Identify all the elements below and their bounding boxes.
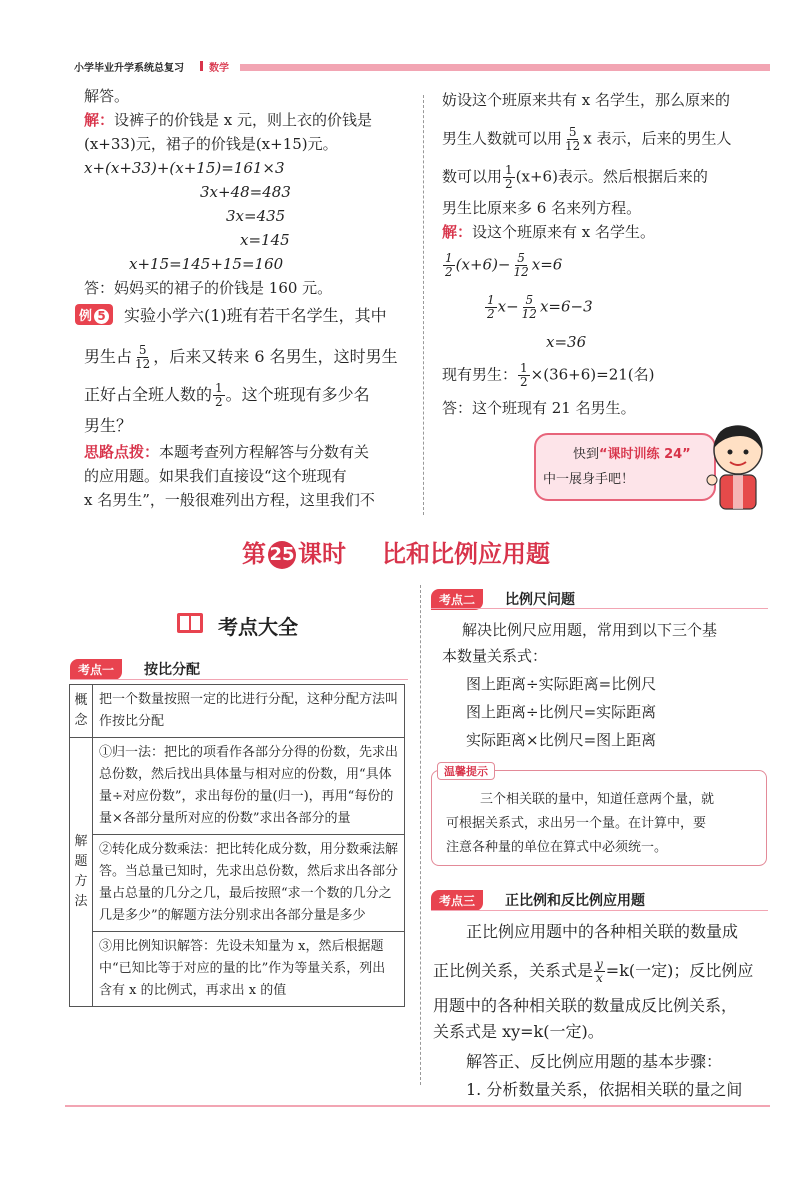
tag-kaodian-2: 考点二 xyxy=(431,589,483,610)
ratio-para-4: 关系式是 xy=k(一定)。 xyxy=(433,1022,604,1041)
row-head-method: 解题方法 xyxy=(70,738,93,1007)
concept-text: 把一个数量按照一定的比进行分配，这种分配方法叫作按比分配 xyxy=(93,685,405,738)
table-row xyxy=(70,835,405,932)
ratio-para-5: 解答正、反比例应用题的基本步骤： xyxy=(466,1052,723,1071)
tip-line-2: 可根据关系式，求出另一个量。在计算中，要 xyxy=(446,816,707,831)
answer-intro: 解答。 xyxy=(84,87,130,105)
right-line-4: 男生比原来多 6 名来列方程。 xyxy=(442,199,642,217)
table-row xyxy=(70,738,405,835)
hint-line-3: x 名男生”，一般很难列出方程，这里我们不 xyxy=(84,491,375,509)
example-badge: 例 5 xyxy=(75,304,113,325)
right-equation-1: $\frac{1}{2}$ (x+6)− $\frac{5}{12}$ x=6 xyxy=(445,251,563,279)
table-row xyxy=(70,932,405,1007)
right-solution: 解：设这个班原来有 x 名学生。 xyxy=(442,223,656,241)
equation-5: x+15=145+15=160 xyxy=(129,255,284,273)
ratio-para-2: 正比例关系，关系式是 $\frac{y}{x}$ =k(一定)；反比例应 xyxy=(433,957,754,985)
practice-link[interactable]: “课时训练 24” xyxy=(599,447,691,462)
tag-2-title: 比例尺问题 xyxy=(505,592,575,608)
practice-bubble xyxy=(534,433,716,501)
right-line-3: 数可以用 $\frac{1}{2}$ (x+6)表示。然后根据后来的 xyxy=(442,163,708,191)
ratio-para-1: 正比例应用题中的各种相关联的数量成 xyxy=(466,922,739,941)
right-equation-2: $\frac{1}{2}$ x− $\frac{5}{12}$ x=6−3 xyxy=(487,293,593,321)
solution-label: 解： xyxy=(84,111,115,129)
fraction-1-2: $\frac{1}{2}$ xyxy=(215,381,223,409)
right-line-2: 男生人数就可以用 $\frac{5}{12}$ x 表示，后来的男生人 xyxy=(442,125,732,153)
column-divider-top xyxy=(423,95,424,515)
subject-label: 数学 xyxy=(209,63,229,74)
book-title: 小学毕业升学系统总复习 xyxy=(74,63,184,74)
solution-line-2: (x+33)元，裙子的价钱是(x+15)元。 xyxy=(84,135,338,153)
concept-table xyxy=(69,684,405,1007)
example-line-2: 男生占 $\frac{5}{12}$ ，后来又转来 6 名男生，这时男生 xyxy=(84,343,398,371)
right-now-boys: 现有男生： $\frac{1}{2}$ ×(36+6)=21(名) xyxy=(442,361,655,389)
fraction-5-12: $\frac{5}{12}$ xyxy=(135,343,151,371)
section-title: 考点大全 xyxy=(218,615,298,639)
tag-3-title: 正比例和反比例应用题 xyxy=(505,893,645,909)
lesson-heading: 第 25 课时 比和比例应用题 xyxy=(242,540,550,568)
fraction-5-12-b: $\frac{5}{12}$ xyxy=(565,125,581,153)
header-separator xyxy=(200,61,203,71)
fraction-1-2-b: $\frac{1}{2}$ xyxy=(505,163,513,191)
header-stripe xyxy=(240,64,770,71)
hint-line-1: 思路点拨：本题考查列方程解答与分数有关 xyxy=(84,443,370,461)
method-3: ③用比例知识解答：先设未知量为 x，然后根据题中“已知比等于对应的量的比”作为等量关系，列出含有 x 的比例式，再求出 x 的值 xyxy=(93,932,405,1007)
answer-1: 答：妈妈买的裙子的价钱是 160 元。 xyxy=(84,279,333,297)
equation-2: 3x+48=483 xyxy=(200,183,291,201)
cartoon-boy-icon xyxy=(700,420,775,515)
ratio-para-6: 1. 分析数量关系，依据相关联的量之间 xyxy=(466,1080,743,1099)
scale-formula-1: 图上距离÷实际距离=比例尺 xyxy=(466,675,657,693)
right-equation-3: x=36 xyxy=(546,333,587,351)
example-line-4: 男生？ xyxy=(84,416,133,435)
book-icon xyxy=(176,612,204,634)
scale-para-1: 解决比例尺应用题，常用到以下三个基 xyxy=(462,621,718,639)
table-row xyxy=(70,685,405,738)
right-line-1: 妨设这个班原来共有 x 名学生，那么原来的 xyxy=(442,91,730,109)
column-divider-bottom xyxy=(420,585,421,1085)
equation-3: 3x=435 xyxy=(226,207,286,225)
example-number: 5 xyxy=(94,309,109,324)
footer-line xyxy=(65,1105,770,1107)
row-head-concept: 概念 xyxy=(70,685,93,738)
scale-formula-2: 图上距离÷比例尺=实际距离 xyxy=(466,703,657,721)
example-line-3: 正好占全班人数的 $\frac{1}{2}$ 。这个班现有多少名 xyxy=(84,381,370,409)
bubble-line-2: 中一展身手吧！ xyxy=(543,472,635,487)
equation-4: x=145 xyxy=(240,231,290,249)
tip-line-1: 三个相关联的量中，知道任意两个量，就 xyxy=(480,792,715,807)
scale-para-2: 本数量关系式： xyxy=(442,647,548,665)
method-1: ①归一法：把比的项看作各部分分得的份数，先求出总份数，然后找出具体量与相对应的份数，用“具体量÷对应份数”，求出每份的量(归一)，再用“每份的量×各部分量所对应的份数”求出各部分的量 xyxy=(93,738,405,835)
lesson-title: 比和比例应用题 xyxy=(382,540,550,568)
equation-1: x+(x+33)+(x+15)=161×3 xyxy=(84,159,285,177)
tag-2-underline xyxy=(431,608,768,609)
tag-kaodian-3: 考点三 xyxy=(431,890,483,911)
tag-kaodian-1: 考点一 xyxy=(70,659,122,680)
tag-3-underline xyxy=(431,910,768,911)
right-solution-label: 解： xyxy=(442,223,473,241)
method-2: ②转化成分数乘法：把比转化成分数，用分数乘法解答。当总量已知时，先求出总份数，然后求出各部分量占总量的几分之几，最后按照“求一个数的几分之几是多少”的解题方法分别求出各部分量是多少 xyxy=(93,835,405,932)
tag-1-underline xyxy=(70,679,408,680)
solution-line-1: 解：设裤子的价钱是 x 元，则上衣的价钱是 xyxy=(84,111,373,129)
tip-label: 温馨提示 xyxy=(437,762,495,780)
hint-label: 思路点拨： xyxy=(84,443,160,461)
tag-1-title: 按比分配 xyxy=(144,662,200,678)
hint-line-2: 的应用题。如果我们直接设“这个班现有 xyxy=(84,467,347,485)
scale-formula-3: 实际距离×比例尺=图上距离 xyxy=(466,731,657,749)
lesson-number-badge: 25 xyxy=(268,541,296,569)
example-line-1: 实验小学六(1)班有若干名学生，其中 xyxy=(124,306,387,325)
bubble-line-1: 快到“课时训练 24” xyxy=(573,447,691,462)
tip-line-3: 注意各种量的单位在算式中必须统一。 xyxy=(446,840,668,855)
right-answer: 答：这个班现有 21 名男生。 xyxy=(442,399,636,417)
ratio-para-3: 用题中的各种相关联的数量成反比例关系， xyxy=(433,996,738,1015)
